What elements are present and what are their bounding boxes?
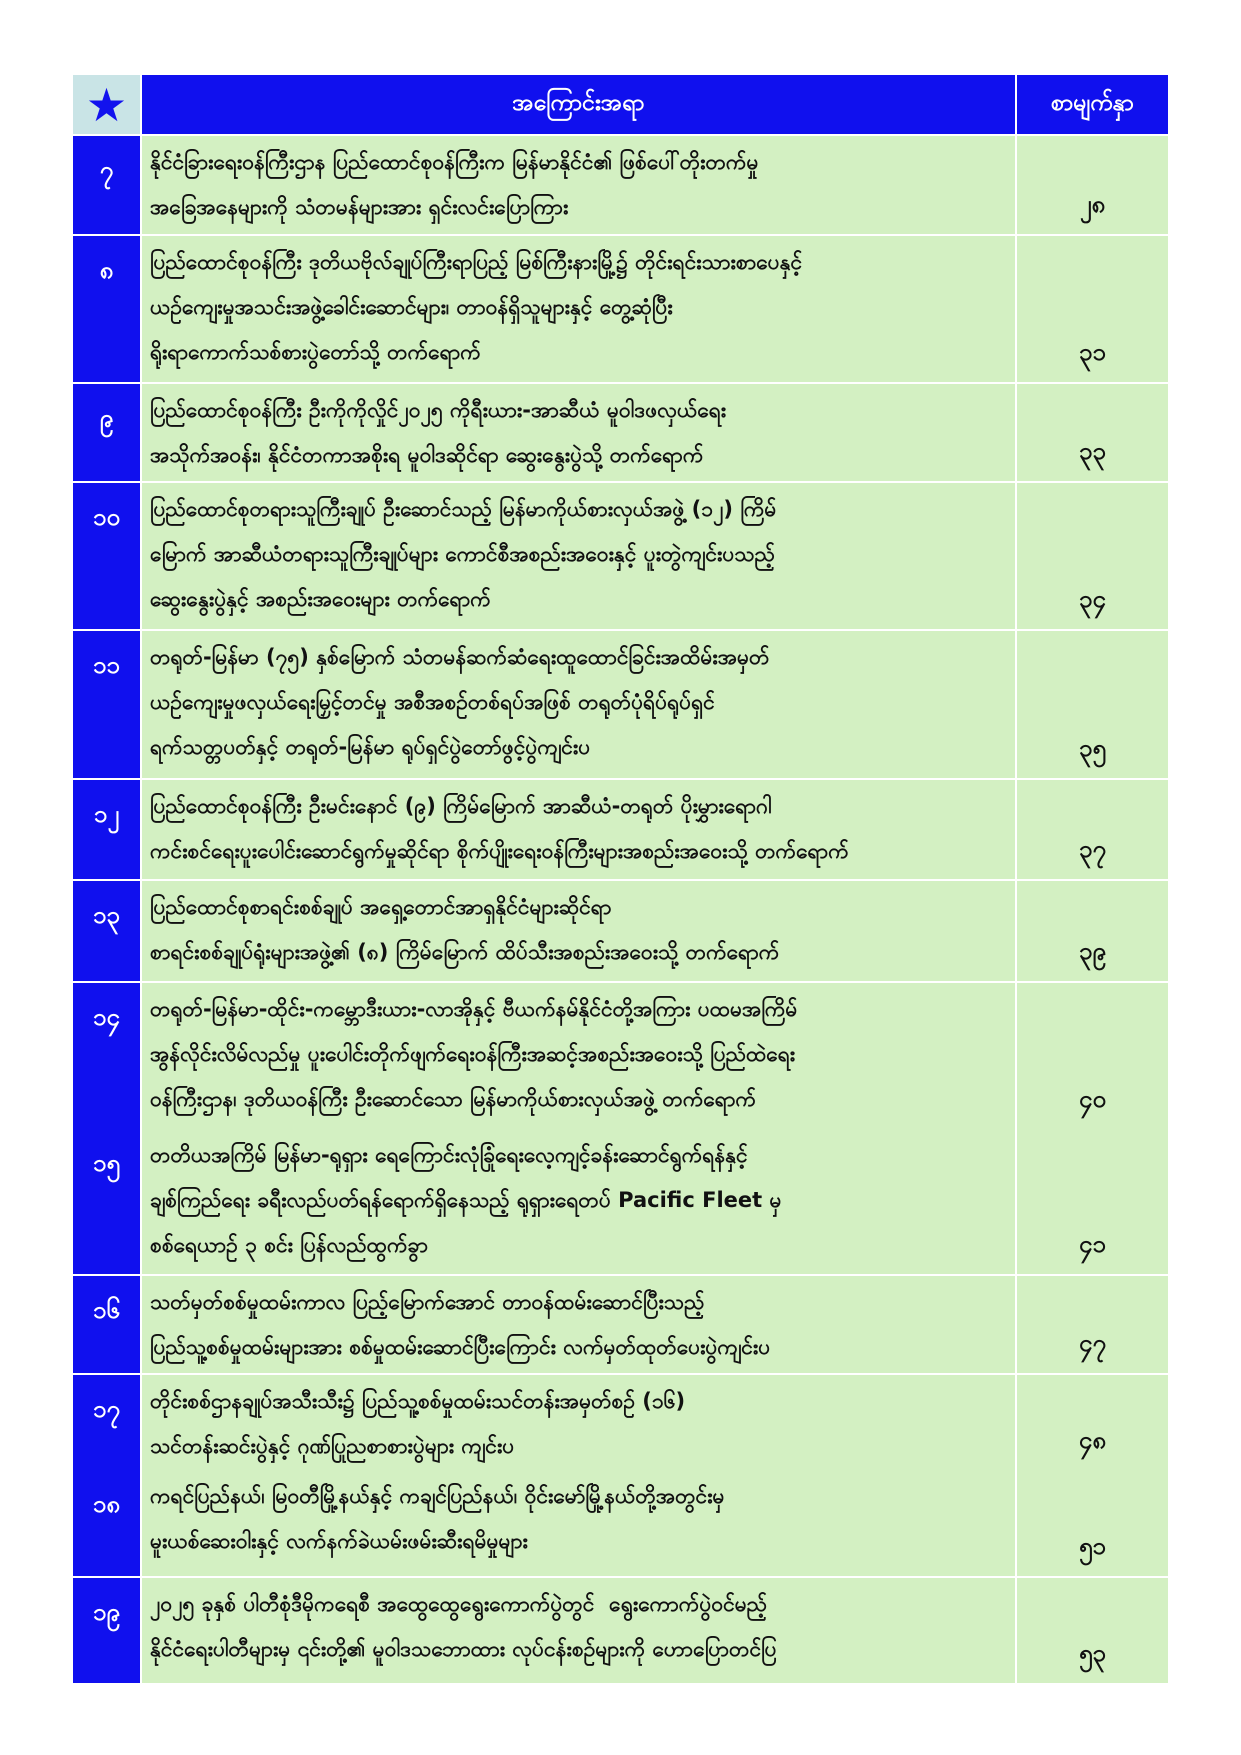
entry-title bbox=[140, 1578, 1015, 1683]
entry-number: ၁၀ bbox=[73, 483, 140, 629]
entry-title-line: တတိယအကြိမ် မြန်မာ-ရုရှား ရေကြောင်းလုံခြုံရေးလေ့ကျင့်ခန်းဆောင်ရွက်ရန်နှင့် bbox=[150, 1143, 748, 1167]
entry-page-number: ၂၈ bbox=[1015, 136, 1168, 234]
entry-page-number: ၃၅ bbox=[1015, 631, 1168, 778]
entry-title-line: ကရင်ပြည်နယ်၊ မြဝတီမြို့နယ်နှင့် ကချင်ပြည်နယ်၊ ဝိုင်းမော်မြို့နယ်တို့အတွင်းမှ bbox=[150, 1484, 725, 1508]
entry-title bbox=[140, 384, 1015, 481]
toc-row bbox=[73, 1578, 1168, 1685]
entry-title-line: အသိုက်အဝန်း၊ နိုင်ငံတကာအစိုးရ မူဝါဒဆိုင်ရာ ဆွေးနွေးပွဲသို့ တက်ရောက် bbox=[150, 443, 704, 467]
entry-number: ၁၁ bbox=[73, 631, 140, 778]
entry-title bbox=[140, 881, 1015, 981]
toc-row bbox=[73, 631, 1168, 780]
header-star-cell bbox=[73, 75, 140, 134]
toc-row bbox=[73, 983, 1168, 1129]
toc-row bbox=[73, 1375, 1168, 1470]
entry-title-line: တရုတ်-မြန်မာ-ထိုင်း-ကမ္ဘောဒီးယား-လာအိုနှင့် ဗီယက်နမ်နိုင်ငံတို့အကြား ပထမအကြိမ် bbox=[150, 997, 798, 1021]
entry-title-line: အခြေအနေများကို သံတမန်များအား ရှင်းလင်းပြောကြား bbox=[150, 195, 569, 219]
entry-page-number: ၅၃ bbox=[1015, 1578, 1168, 1683]
entry-number: ၁၇ bbox=[73, 1375, 140, 1470]
entry-number: ၉ bbox=[73, 384, 140, 481]
entry-title-line: ရိုးရာကောက်သစ်စားပွဲတော်သို့ တက်ရောက် bbox=[150, 340, 481, 364]
entry-title-line: နိုင်ငံခြားရေးဝန်ကြီးဌာန ပြည်ထောင်စုဝန်ကြီးက မြန်မာနိုင်ငံ၏ ဖြစ်ပေါ်တိုးတက်မှု bbox=[150, 150, 759, 174]
entry-title bbox=[140, 136, 1015, 234]
entry-number: ၁၅ bbox=[73, 1129, 140, 1274]
entry-title-line: နိုင်ငံရေးပါတီများမှ ၎င်းတို့၏ မူဝါဒသဘောထား လုပ်ငန်းစဉ်များကို ဟောပြောတင်ပြ bbox=[150, 1637, 777, 1661]
entry-title bbox=[140, 483, 1015, 629]
toc-body bbox=[73, 136, 1168, 1685]
entry-number: ၁၂ bbox=[73, 780, 140, 879]
header-title: အကြောင်းအရာ bbox=[140, 75, 1015, 134]
entry-page-number: ၃၄ bbox=[1015, 483, 1168, 629]
toc-header-row bbox=[73, 75, 1168, 136]
entry-page-number: ၄၁ bbox=[1015, 1129, 1168, 1274]
entry-title-line: တရုတ်-မြန်မာ (၇၅) နှစ်မြောက် သံတမန်ဆက်ဆံရေးထူထောင်ခြင်းအထိမ်းအမှတ် bbox=[150, 645, 770, 669]
entry-title-line: ကင်းစင်ရေးပူးပေါင်းဆောင်ရွက်မှုဆိုင်ရာ စိုက်ပျိုးရေးဝန်ကြီးများအစည်းအဝေးသို့ တက်ရောက် bbox=[150, 839, 849, 863]
entry-title-line: ယဉ်ကျေးမှုအသင်းအဖွဲ့ခေါင်းဆောင်များ၊ တာဝန်ရှိသူများနှင့် တွေ့ဆုံပြီး bbox=[150, 295, 673, 319]
toc-row bbox=[73, 384, 1168, 483]
header-page-label: စာမျက်နှာ bbox=[1015, 75, 1168, 134]
entry-number: ၁၃ bbox=[73, 881, 140, 981]
entry-page-number: ၄၈ bbox=[1015, 1375, 1168, 1470]
table-of-contents bbox=[73, 75, 1168, 1685]
entry-title-line: ရက်သတ္တပတ်နှင့် တရုတ်-မြန်မာ ရုပ်ရှင်ပွဲတော်ဖွင့်ပွဲကျင်းပ bbox=[150, 735, 591, 759]
entry-title-line: မြောက် အာဆီယံတရားသူကြီးချုပ်များ ကောင်စီအစည်းအဝေးနှင့် ပူးတွဲကျင်းပသည့် bbox=[150, 542, 775, 566]
entry-page-number: ၄၀ bbox=[1015, 983, 1168, 1129]
entry-title bbox=[140, 1276, 1015, 1373]
entry-title-line: ချစ်ကြည်ရေး ခရီးလည်ပတ်ရန်ရောက်ရှိနေသည့် ရုရှားရေတပ် Pacific Fleet မှ bbox=[150, 1188, 782, 1212]
entry-title-line: ၂၀၂၅ ခုနှစ် ပါတီစုံဒီမိုကရေစီ အထွေထွေရွေးကောက်ပွဲတွင် ရွေးကောက်ပွဲဝင်မည့် bbox=[150, 1592, 768, 1616]
toc-row bbox=[73, 1129, 1168, 1276]
entry-title-line: ပြည်ထောင်စုဝန်ကြီး ဒုတိယဗိုလ်ချုပ်ကြီးရာပြည့် မြစ်ကြီးနားမြို့၌ တိုင်းရင်းသားစာပေနှင့် bbox=[150, 250, 803, 274]
entry-title-line: ပြည်သူ့စစ်မှုထမ်းများအား စစ်မှုထမ်းဆောင်ပြီးကြောင်း လက်မှတ်ထုတ်ပေးပွဲကျင်းပ bbox=[150, 1335, 771, 1359]
entry-title-line: ယဉ်ကျေးမှုဖလှယ်ရေးမြှင့်တင်မှု အစီအစဉ်တစ်ရပ်အဖြစ် တရုတ်ပုံရိပ်ရုပ်ရှင် bbox=[150, 690, 715, 714]
entry-page-number: ၃၉ bbox=[1015, 881, 1168, 981]
entry-title-line: ဆွေးနွေးပွဲနှင့် အစည်းအဝေးများ တက်ရောက် bbox=[150, 587, 491, 611]
entry-title-line: စစ်ရေယာဉ် ၃ စင်း ပြန်လည်ထွက်ခွာ bbox=[150, 1233, 428, 1257]
entry-number: ၁၈ bbox=[73, 1470, 140, 1576]
entry-title-line: ပြည်ထောင်စုဝန်ကြီး ဦးမင်းနောင် (၉) ကြိမ်မြောက် အာဆီယံ-တရုတ် ပိုးမွှားရောဂါ bbox=[150, 794, 772, 818]
entry-title-line: ဝန်ကြီးဌာန၊ ဒုတိယဝန်ကြီး ဦးဆောင်သော မြန်မာကိုယ်စားလှယ်အဖွဲ့ တက်ရောက် bbox=[150, 1087, 757, 1111]
toc-row bbox=[73, 136, 1168, 236]
toc-row bbox=[73, 1276, 1168, 1375]
entry-page-number: ၃၁ bbox=[1015, 236, 1168, 382]
entry-page-number: ၄၇ bbox=[1015, 1276, 1168, 1373]
entry-title-line: တိုင်းစစ်ဌာနချုပ်အသီးသီး၌ ပြည်သူ့စစ်မှုထမ်းသင်တန်းအမှတ်စဉ် (၁၆) bbox=[150, 1389, 686, 1413]
toc-row bbox=[73, 483, 1168, 631]
toc-row bbox=[73, 881, 1168, 983]
entry-title-line: ပြည်ထောင်စုစာရင်းစစ်ချုပ် အရှေ့တောင်အာရှနိုင်ငံများဆိုင်ရာ bbox=[150, 895, 612, 919]
toc-row bbox=[73, 1470, 1168, 1578]
entry-title-line: အွန်လိုင်းလိမ်လည်မှု ပူးပေါင်းတိုက်ဖျက်ရေးဝန်ကြီးအဆင့်အစည်းအဝေးသို့ ပြည်ထဲရေး bbox=[150, 1042, 796, 1066]
entry-title bbox=[140, 1129, 1015, 1274]
entry-number: ၁၆ bbox=[73, 1276, 140, 1373]
entry-title-line: သင်တန်းဆင်းပွဲနှင့် ဂုဏ်ပြုညစာစားပွဲများ ကျင်းပ bbox=[150, 1434, 515, 1458]
toc-row bbox=[73, 780, 1168, 881]
entry-title-line: မူးယစ်ဆေးဝါးနှင့် လက်နက်ခဲယမ်းဖမ်းဆီးရမိမှုများ bbox=[150, 1529, 528, 1553]
entry-title bbox=[140, 631, 1015, 778]
entry-page-number: ၃၃ bbox=[1015, 384, 1168, 481]
entry-title-line: ပြည်ထောင်စုတရားသူကြီးချုပ် ဦးဆောင်သည့် မြန်မာကိုယ်စားလှယ်အဖွဲ့ (၁၂) ကြိမ် bbox=[150, 497, 777, 521]
entry-title bbox=[140, 983, 1015, 1129]
entry-title bbox=[140, 1470, 1015, 1576]
entry-number: ၁၄ bbox=[73, 983, 140, 1129]
entry-title bbox=[140, 1375, 1015, 1470]
entry-title-line: သတ်မှတ်စစ်မှုထမ်းကာလ ပြည့်မြောက်အောင် တာဝန်ထမ်းဆောင်ပြီးသည့် bbox=[150, 1290, 705, 1314]
entry-number: ၁၉ bbox=[73, 1578, 140, 1683]
toc-row bbox=[73, 236, 1168, 384]
star-icon: ★ bbox=[85, 77, 128, 132]
entry-title-line: ပြည်ထောင်စုဝန်ကြီး ဦးကိုကိုလှိုင်၂၀၂၅ ကိုရီးယား-အာဆီယံ မူဝါဒဖလှယ်ရေး bbox=[150, 398, 727, 422]
entry-title-line: စာရင်းစစ်ချုပ်ရုံးများအဖွဲ့၏ (၈) ကြိမ်မြောက် ထိပ်သီးအစည်းအဝေးသို့ တက်ရောက် bbox=[150, 940, 780, 964]
entry-page-number: ၃၇ bbox=[1015, 780, 1168, 879]
entry-title bbox=[140, 780, 1015, 879]
entry-number: ၇ bbox=[73, 136, 140, 234]
entry-number: ၈ bbox=[73, 236, 140, 382]
entry-title bbox=[140, 236, 1015, 382]
entry-page-number: ၅၁ bbox=[1015, 1470, 1168, 1576]
